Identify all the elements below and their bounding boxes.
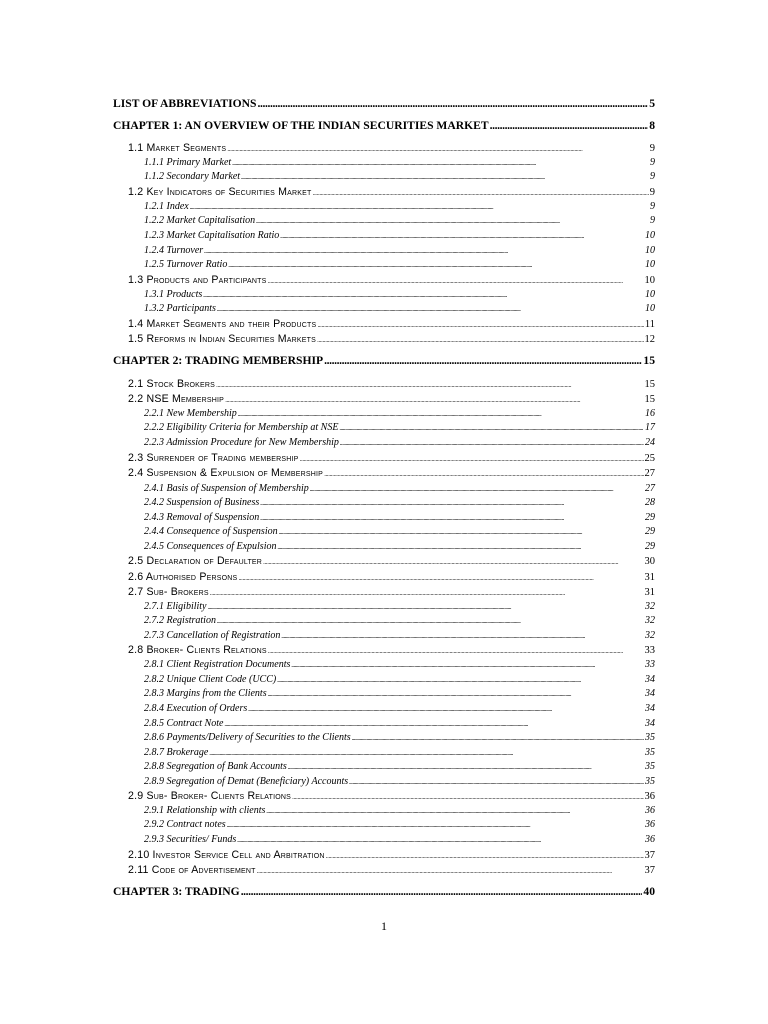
toc-entry-1-3[interactable] [128,275,655,287]
toc-entry-page: 24 [645,437,655,448]
toc-entry-2-3[interactable] [128,453,655,465]
toc-entry-2-2-2[interactable] [144,423,655,433]
dot-leader [268,689,644,699]
toc-entry-2-9-3[interactable] [144,835,655,845]
toc-entry-title: 2.11 Code of Advertisement [128,864,256,876]
toc-entry-page: 34 [645,674,655,685]
toc-entry-page: 11 [644,319,655,330]
toc-entry-2-8-1[interactable] [144,660,655,670]
dot-leader [241,172,649,182]
toc-entry-page: 31 [644,572,655,583]
toc-entry-page: 33 [644,645,655,656]
dot-leader [256,216,649,226]
toc-entry-title: 2.8.1 Client Registration Documents [144,659,291,670]
dot-leader [203,290,644,300]
toc-entry-page: 34 [645,688,655,699]
toc-entry-2-8[interactable] [128,645,655,657]
toc-entry-title: 2.9.3 Securities/ Funds [144,834,237,845]
toc-entry-page: 36 [645,834,655,845]
toc-entry-title: 2.4.1 Basis of Suspension of Membership [144,483,309,494]
toc-entry-list-of-abbreviations[interactable] [113,98,655,110]
toc-entry-page: 10 [644,275,655,286]
toc-entry-1-2-5[interactable] [144,260,655,270]
dot-leader [324,468,643,479]
dot-leader [209,748,644,758]
toc-entry-page: 8 [649,119,655,132]
toc-entry-1-2-1[interactable] [144,202,655,212]
toc-entry-page: 37 [644,865,655,876]
toc-entry-page: 29 [645,541,655,552]
dot-leader [260,498,644,508]
toc-entry-2-7-1[interactable] [144,602,655,612]
toc-entry-1-2[interactable] [128,187,655,199]
dot-leader [312,187,648,198]
toc-entry-1-5[interactable] [128,334,655,346]
toc-entry-title: 1.2.3 Market Capitalisation Ratio [144,230,280,241]
toc-entry-2-8-9[interactable] [144,777,655,787]
toc-entry-2-8-2[interactable] [144,675,655,685]
toc-entry-1-1-2[interactable] [144,172,655,182]
toc-entry-chapter-3[interactable] [113,886,655,898]
dot-leader [352,733,644,743]
toc-entry-2-8-8[interactable] [144,762,655,772]
dot-leader [266,806,644,816]
toc-entry-title: 2.4.4 Consequence of Suspension [144,526,278,537]
toc-entry-page: 12 [644,334,655,345]
toc-entry-page: 9 [650,157,655,168]
dot-leader [217,304,644,314]
toc-entry-title: 2.8.8 Segregation of Bank Accounts [144,761,287,772]
dot-leader [241,886,643,898]
toc-entry-page: 29 [645,512,655,523]
toc-entry-1-1-1[interactable] [144,158,655,168]
toc-entry-2-2[interactable] [128,394,655,406]
dot-leader [317,334,644,345]
dot-leader [339,423,644,433]
toc-entry-page: 15 [644,394,655,405]
toc-entry-page: 37 [644,850,655,861]
toc-entry-page: 35 [645,747,655,758]
toc-entry-2-9-2[interactable] [144,820,655,830]
toc-entry-title: 2.4.2 Suspension of Business [144,497,260,508]
dot-leader [317,319,644,330]
toc-entry-title: 1.2.5 Turnover Ratio [144,259,228,270]
toc-entry-title: 1.1.1 Primary Market [144,157,232,168]
dot-leader [326,850,644,861]
toc-entry-page: 36 [644,791,655,802]
toc-entry-title: 2.2 NSE Membership [128,393,225,405]
toc-entry-page: 27 [644,468,655,479]
dot-leader [217,616,644,626]
toc-entry-title: 2.10 Investor Service Cell and Arbitration [128,849,325,861]
dot-leader [280,231,644,241]
dot-leader [238,572,643,583]
toc-entry-2-10[interactable] [128,850,655,862]
toc-entry-page: 34 [645,718,655,729]
dot-leader [310,484,644,494]
dot-leader [224,719,644,729]
toc-entry-title: 2.5 Declaration of Defaulter [128,555,263,567]
toc-entry-page: 33 [645,659,655,670]
toc-entry-page: 17 [645,422,655,433]
toc-entry-title: 2.7.3 Cancellation of Registration [144,630,281,641]
toc-entry-1-3-1[interactable] [144,290,655,300]
toc-entry-title: 2.8.6 Payments/Delivery of Securities to the Clients [144,732,351,743]
dot-leader [227,143,648,154]
toc-entry-page: 32 [645,630,655,641]
dot-leader [204,246,644,256]
dot-leader [288,762,644,772]
toc-entry-1-1[interactable] [128,143,655,155]
toc-entry-title: CHAPTER 2: TRADING MEMBERSHIP [113,354,324,367]
page-number: 1 [381,919,387,933]
toc-entry-title: 2.8.3 Margins from the Clients [144,688,267,699]
toc-entry-page: 35 [645,732,655,743]
toc-entry-page: 15 [643,354,655,367]
toc-entry-page: 9 [650,201,655,212]
toc-entry-2-4[interactable] [128,468,655,480]
toc-entry-title: 2.2.1 New Membership [144,408,237,419]
dot-leader [279,527,644,537]
toc-entry-page: 32 [645,601,655,612]
toc-entry-title: 1.2 Key Indicators of Securities Market [128,186,312,198]
toc-entry-title: 1.2.1 Index [144,201,189,212]
dot-leader [324,355,642,367]
toc-entry-page: 9 [649,143,655,154]
toc-entry-page: 10 [645,245,655,256]
toc-entry-page: 36 [645,805,655,816]
toc-entry-page: 35 [645,761,655,772]
toc-entry-page: 31 [644,587,655,598]
toc-entry-title: CHAPTER 1: AN OVERVIEW OF THE INDIAN SECURITIES MARKET [113,119,489,132]
toc-entry-page: 16 [645,408,655,419]
toc-entry-1-3-2[interactable] [144,304,655,314]
dot-leader [281,631,644,641]
toc-entry-chapter-2[interactable] [113,355,655,367]
dot-leader [228,260,644,270]
toc-entry-2-4-2[interactable] [144,498,655,508]
toc-entry-title: 2.2.2 Eligibility Criteria for Membership at NSE [144,422,339,433]
dot-leader [300,453,644,464]
dot-leader [232,158,649,168]
toc-entry-title: 2.8.4 Execution of Orders [144,703,248,714]
toc-entry-2-8-7[interactable] [144,748,655,758]
toc-entry-title: 2.4 Suspension & Expulsion of Membership [128,467,324,479]
dot-leader [263,556,643,567]
dot-leader [268,645,644,656]
dot-leader [340,438,644,448]
toc-entry-title: 2.9.1 Relationship with clients [144,805,266,816]
toc-entry-page: 5 [649,97,655,110]
dot-leader [248,704,644,714]
toc-entry-page: 9 [650,215,655,226]
toc-entry-title: 1.1.2 Secondary Market [144,171,241,182]
toc-entry-title: 2.8.5 Contract Note [144,718,224,729]
dot-leader [227,820,644,830]
dot-leader [216,379,643,390]
toc-entry-title: 2.9 Sub- Broker- Clients Relations [128,790,292,802]
toc-entry-title: 1.1 Market Segments [128,142,227,154]
toc-entry-title: 2.6 Authorised Persons [128,571,238,583]
dot-leader [292,791,643,802]
toc-entry-page: 28 [645,497,655,508]
toc-entry-page: 10 [645,303,655,314]
toc-entry-title: 2.2.3 Admission Procedure for New Membership [144,437,339,448]
toc-entry-title: 2.7 Sub- Brokers [128,586,209,598]
toc-entry-title: 2.8.7 Brokerage [144,747,209,758]
toc-entry-page: 32 [645,615,655,626]
toc-entry-title: 2.4.5 Consequences of Expulsion [144,541,277,552]
toc-entry-title: 2.9.2 Contract notes [144,819,226,830]
toc-entry-2-7-2[interactable] [144,616,655,626]
toc-entry-2-4-5[interactable] [144,542,655,552]
toc-entry-2-4-3[interactable] [144,513,655,523]
toc-entry-title: 2.8 Broker- Clients Relations [128,644,267,656]
toc-entry-title: LIST OF ABBREVIATIONS [113,97,257,110]
toc-entry-page: 10 [645,259,655,270]
dot-leader [277,675,644,685]
dot-leader [225,394,643,405]
toc-entry-2-4-4[interactable] [144,527,655,537]
toc-entry-2-8-5[interactable] [144,719,655,729]
dot-leader [291,660,644,670]
dot-leader [490,120,649,132]
toc-entry-2-2-3[interactable] [144,438,655,448]
dot-leader [257,98,648,110]
toc-entry-1-2-3[interactable] [144,231,655,241]
toc-entry-title: 2.8.2 Unique Client Code (UCC) [144,674,277,685]
toc-entry-title: 1.4 Market Segments and their Products [128,318,317,330]
toc-entry-title: 2.7.2 Registration [144,615,216,626]
toc-entry-title: 2.3 Surrender of Trading membership [128,452,299,464]
toc-entry-title: CHAPTER 3: TRADING [113,885,240,898]
toc-entry-title: 2.4.3 Removal of Suspension [144,512,260,523]
dot-leader [349,777,644,787]
toc-entry-2-1[interactable] [128,379,655,391]
dot-leader [190,202,649,212]
dot-leader [208,602,645,612]
toc-entry-title: 1.3.2 Participants [144,303,216,314]
toc-entry-2-6[interactable] [128,572,655,584]
toc-entry-1-2-4[interactable] [144,246,655,256]
dot-leader [260,513,644,523]
toc-entry-title: 2.8.9 Segregation of Demat (Beneficiary) Accounts [144,776,349,787]
toc-entry-page: 30 [644,556,655,567]
toc-entry-title: 1.5 Reforms in Indian Securities Markets [128,333,316,345]
toc-entry-page: 35 [645,776,655,787]
toc-entry-page: 40 [643,885,655,898]
toc-entry-page: 10 [645,230,655,241]
toc-entry-title: 1.3 Products and Participants [128,274,267,286]
dot-leader [268,275,644,286]
toc-entry-2-8-3[interactable] [144,689,655,699]
dot-leader [210,587,644,598]
toc-entry-2-9-1[interactable] [144,806,655,816]
toc-entry-title: 2.1 Stock Brokers [128,378,216,390]
toc-entry-2-4-1[interactable] [144,484,655,494]
toc-entry-title: 2.7.1 Eligibility [144,601,207,612]
toc-entry-title: 1.3.1 Products [144,289,203,300]
toc-entry-2-8-6[interactable] [144,733,655,743]
toc-entry-page: 9 [649,187,655,198]
toc-entry-page: 15 [644,379,655,390]
toc-entry-1-2-2[interactable] [144,216,655,226]
toc-entry-2-11[interactable] [128,865,655,877]
dot-leader [237,835,644,845]
toc-entry-title: 1.2.4 Turnover [144,245,204,256]
toc-entry-2-7[interactable] [128,587,655,599]
dot-leader [238,409,644,419]
toc-entry-page: 29 [645,526,655,537]
toc-entry-page: 10 [645,289,655,300]
toc-entry-2-2-1[interactable] [144,409,655,419]
toc-entry-page: 36 [645,819,655,830]
toc-entry-title: 1.2.2 Market Capitalisation [144,215,256,226]
toc-entry-1-4[interactable] [128,319,655,331]
toc-entry-2-5[interactable] [128,556,655,568]
toc-entry-chapter-1[interactable] [113,120,655,132]
toc-entry-page: 9 [650,171,655,182]
toc-entry-2-8-4[interactable] [144,704,655,714]
toc-entry-page: 34 [645,703,655,714]
dot-leader [257,865,644,876]
dot-leader [277,542,644,552]
toc-entry-2-9[interactable] [128,791,655,803]
toc-entry-page: 25 [644,453,655,464]
toc-entry-2-7-3[interactable] [144,631,655,641]
toc-entry-page: 27 [645,483,655,494]
